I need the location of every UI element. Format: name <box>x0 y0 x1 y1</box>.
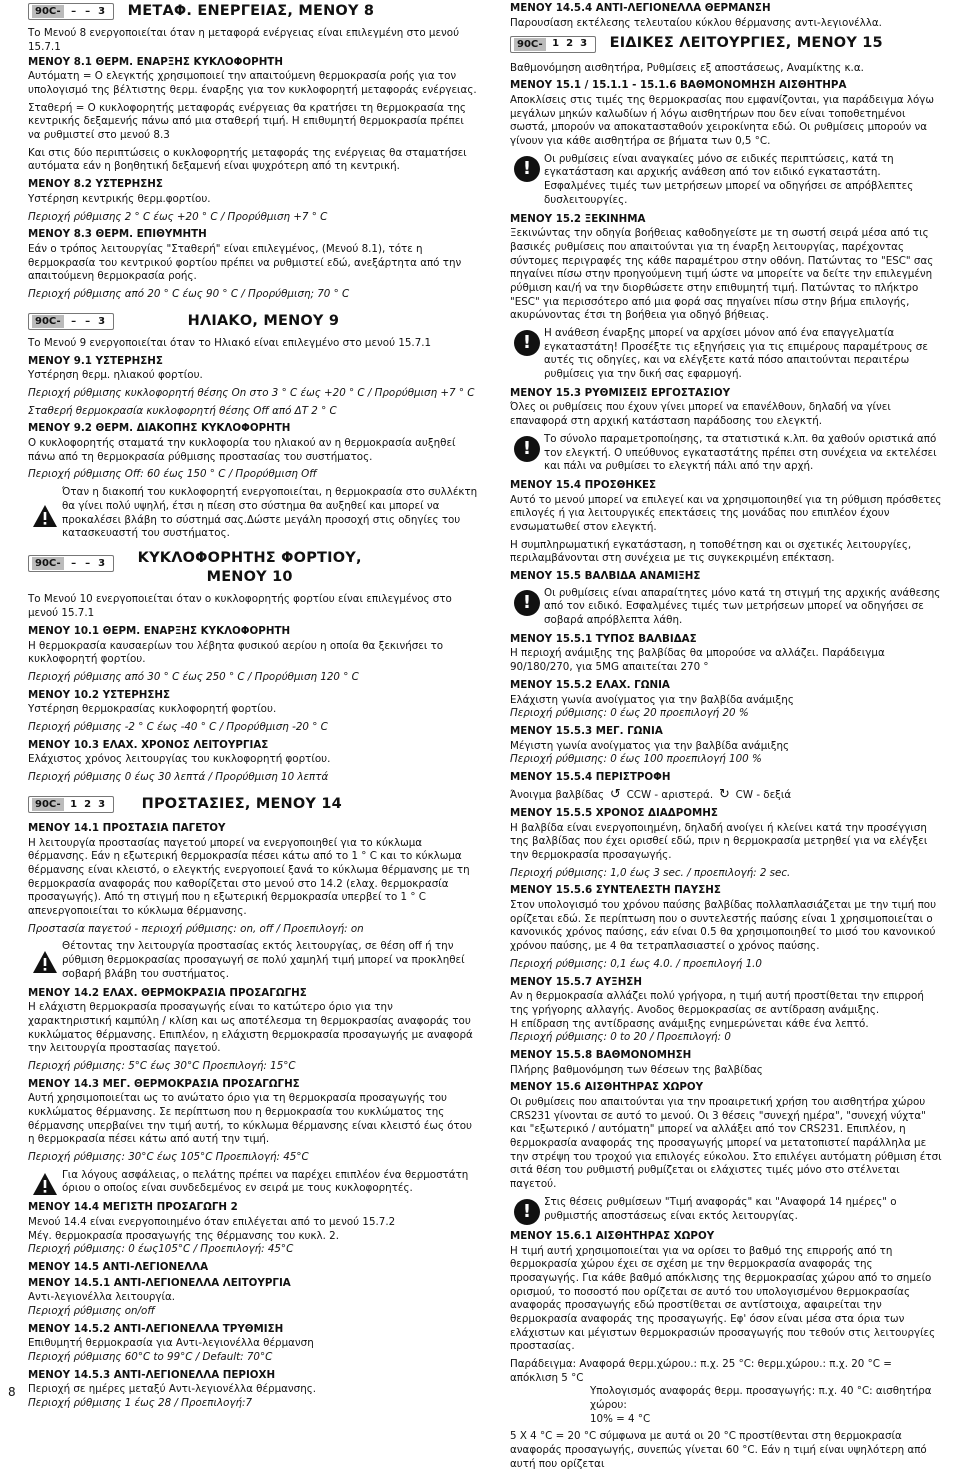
setting-range: Περιοχή ρύθμισης από 20 ° C έως 90 ° C / Προρύθμιση; 70 ° C <box>28 287 350 300</box>
paragraph: Αυτό το μενού μπορεί να επιλεγεί και να χρησιμοποιηθεί για τη ρύθμιση πρόσθετες επιλογές ή για λειτουργικές επεκτάσεις της μονάδας που επιπλέον έχουν ενσωματωθεί στον ελεγκτή. <box>510 493 942 533</box>
heading: ΜΕΝΟΥ 14.5 ΑΝΤΙ-ΛΕΓΙΟΝΕΛΛΑ <box>28 1260 209 1273</box>
setting-range: Περιοχή ρύθμισης Off: 60 έως 150 ° C / Προρύθμιση Off <box>28 468 317 481</box>
heading: ΜΕΝΟΥ 15.3 ΡΥΘΜΙΣΕΙΣ ΕΡΓΟΣΤΑΣΙΟΥ <box>510 386 731 399</box>
warning-note: ! Οι ρυθμίσεις είναι απαραίτητες μόνο κατά τη στιγμή της αρχικής ανάθεσης από τον ειδικό. Εσφαλμένες τιμές των μετρήσεων μπορεί να οδηγήσει σε σοβαρά απρόβλεπτα λάθη. <box>510 587 942 628</box>
setting-range: Περιοχή ρύθμισης 2 ° C έως +20 ° C / Προρύθμιση +7 ° C <box>28 210 328 223</box>
paragraph: Περιοχή σε ημέρες μεταξύ Αντι-λεγιονέλλα θέρμανσης. <box>28 1383 317 1396</box>
heading: ΜΕΝΟΥ 8.2 ΥΣΤΕΡΗΣΗΣ <box>28 178 163 191</box>
paragraph: Το Μενού 9 ενεργοποιείται όταν το Ηλιακό είναι επιλεγμένο στο μενού 15.7.1 <box>28 336 432 349</box>
heading: ΜΕΝΟΥ 15.2 ΞΕΚΙΝΗΜΑ <box>510 212 646 225</box>
paragraph: Αποκλίσεις στις τιμές της θερμοκρασίας που εμφανίζονται, για παράδειγμα λόγω μεγάλων μηκών καλωδίων ή λόγω αισθητήρων που δεν είναι τοποθετημένοι σωστά, μπορούν να αποκατασταθούν χειροκίνητα εδώ. Οι ρυθμίσεις μπορούν να γίνουν για κάθε αισθητήρα σε βήματα των 0,5 °C. <box>510 94 934 148</box>
paragraph: Η θερμοκρασία καυσαερίων του λέβητα φυσικού αερίου η οποία θα ξεκινήσει το κυκλοφορητή φορτίου. <box>28 639 444 666</box>
paragraph: Πλήρης βαθμονόμηση των θέσεων της βαλβίδας <box>510 1063 763 1076</box>
heading: ΜΕΝΟΥ 10.3 ΕΛΑΧ. ΧΡΟΝΟΣ ΛΕΙΤΟΥΡΓΙΑΣ <box>28 738 269 751</box>
exclamation-icon: ! <box>514 156 540 182</box>
paragraph: Το Μενού 10 ενεργοποιείται όταν ο κυκλοφορητής φορτίου είναι επιλεγμένος στο μενού 15.7.1 <box>28 593 452 620</box>
right-column <box>510 2 942 1476</box>
heading: ΜΕΝΟΥ 15.4 ΠΡΟΣΘΗΚΕΣ <box>510 478 657 491</box>
heading: ΜΕΝΟΥ 8.3 ΘΕΡΜ. ΕΠΙΘΥΜΗΤΗ <box>28 228 207 241</box>
warning-note: ! Στις θέσεις ρυθμίσεων "Τιμή αναφοράς" και "Αναφορά 14 ημέρες" ο ρυθμιστής αποστάσεως είναι εκτός λειτουργίας. <box>510 1196 942 1225</box>
paragraph: Μέγιστη γωνία ανοίγματος για την βαλβίδα ανάμιξης <box>510 739 790 752</box>
paragraph: Οι ρυθμίσεις που απαιτούνται για την προαιρετική χρήση του αισθητήρα χώρου CRS231 γίνονται σε αυτό το μενού. Οι 3 θέσεις "συνεχή ημέρα", "συνεχή νύχτα" και "εξωτερικό / αυτόματη" μπορεί να αλλάξει από τον CRS231. Επιπλέον, η θερμοκρασία αναφοράς της προσαγωγής μπορεί να μετατοπιστεί παράλληλα με την στρέψη του τροχού για επιλογές εύκολου. Στο επιλέγει αυτόματη ρύθμιση έτσι σιτά θέση του ρυθμιστή ρυθμίζεται οι ελάχιστες τιμές μόνο στο στέλνεται παγετού. <box>510 1096 942 1191</box>
example-line: 10% = 4 °C <box>590 1412 651 1425</box>
heading: ΜΕΝΟΥ 15.1 / 15.1.1 - 15.1.6 ΒΑΘΜΟΝΟΜΗΣΗ ΑΙΣΘΗΤΗΡΑ <box>510 79 847 92</box>
warning-note: ! Η ανάθεση έναρξης μπορεί να αρχίσει μόνον από ένα επαγγελματία εγκαταστάτη! Προσέξτε τις εξηγήσεις για τις επιμέρους παραμέτρους σε αυτές τις οδηγίες, και να ελέγξετε κατά πόσο απαιτούνται περαιτέρω ρυθμίσεις για την δική σας εφαρμογή. <box>510 327 942 382</box>
setting-range: Περιοχή ρύθμισης 0 έως 30 λεπτά / Προρύθμιση 10 λεπτά <box>28 771 329 783</box>
paragraph: Μέγ. θερμοκρασία προσαγωγής της θέρμανσης του κυκλ. 2. <box>28 1229 339 1242</box>
setting-range: Περιοχή ρύθμισης 1 έως 28 / Προεπιλογή:7 <box>28 1397 253 1410</box>
heading: ΜΕΝΟΥ 15.5.3 ΜΕΓ. ΓΩΝΙΑ <box>510 724 663 737</box>
heading: ΜΕΝΟΥ 10.1 ΘΕΡΜ. ΕΝΑΡΞΗΣ ΚΥΚΛΟΦΟΡΗΤΗ <box>28 624 291 637</box>
paragraph: 5 X 4 °C = 20 °C σύμφωνα με αυτά οι 20 °C προστίθενται στη θερμοκρασία αναφοράς προσαγωγής, συνεπώς γίνεται 60 °C. Εάν η τιμή είναι υψηλότερη από αυτή που ορίζεται <box>510 1430 927 1470</box>
paragraph: Όλες οι ρυθμίσεις που έχουν γίνει μπορεί να επανέλθουν, δηλαδή να γίνει επαναφορά στη αρχική κατάσταση παράδοσης του ελεγκτή. <box>510 401 891 428</box>
paragraph: Η συμπληρωματική εγκατάσταση, η τοποθέτηση και οι σχετικές λειτουργίες, περιλαμβάνονται στη συνέχεια με τις συγκεκριμένη επέκταση. <box>510 538 912 565</box>
exclamation-icon: ! <box>514 1199 540 1225</box>
setting-range: Περιοχή ρύθμισης -2 ° C έως -40 ° C / Προρύθμιση -20 ° C <box>28 720 328 733</box>
warning-note: ! Οι ρυθμίσεις είναι αναγκαίες μόνο σε ειδικές περιπτώσεις, κατά τη εγκατάσταση και αρχικής ανάθεση από τον ειδικό εγκαταστάτη. Εσφαλμένες τιμές των μετρήσεων μπορεί να οδηγήσει σε απρόβλεπτες δυσλειτουργίες. <box>510 153 942 208</box>
menu-badge: 90C- – – 3 <box>28 555 114 572</box>
section-title: ΕΙΔΙΚΕΣ ΛΕΙΤΟΥΡΓΙΕΣ, ΜΕΝΟΥ 15 <box>609 35 883 52</box>
paragraph: Υστέρηση κεντρικής θερμ.φορτίου. <box>28 192 211 205</box>
heading: ΜΕΝΟΥ 14.5.1 ΑΝΤΙ-ΛΕΓΙΟΝΕΛΛΑ ΛΕΙΤΟΥΡΓΙΑ <box>28 1276 291 1289</box>
heading: ΜΕΝΟΥ 15.5 ΒΑΛΒΙΔΑ ΑΝΑΜΙΞΗΣ <box>510 570 701 583</box>
warning-triangle-icon <box>28 940 62 974</box>
heading: ΜΕΝΟΥ 15.6.1 ΑΙΣΘΗΤΗΡΑΣ ΧΩΡΟΥ <box>510 1229 715 1242</box>
heading: ΜΕΝΟΥ 15.5.1 ΤΥΠΟΣ ΒΑΛΒΙΔΑΣ <box>510 632 697 645</box>
paragraph: Βαθμονόμηση αισθητήρα, Ρυθμίσεις εξ αποστάσεως, Αναμίκτης κ.α. <box>510 61 864 74</box>
example-line: Παράδειγμα: Αναφορά θερμ.χώρου.: π.χ. 25 °C: θερμ.χώρου.: π.χ. 20 °C = απόκλιση 5 °C <box>510 1358 892 1384</box>
warning-triangle-icon <box>28 486 62 528</box>
menu-badge: 90C- 1 2 3 <box>510 36 596 53</box>
paragraph: Η ελάχιστη θερμοκρασία προσαγωγής είναι το κατώτερο όριο για την χαρακτηριστική καμπύλη / κλίση και ως αποτέλεσμα τη θερμοκρασίας αναφοράς του κυκλώματος θέρμανσης. Επιπλέον, η ελάχιστη θερμοκρασία προσαγωγής με αναφορά την λειτουργία προστασίας παγετού. <box>28 1001 473 1055</box>
paragraph: Η περιοχή ανάμιξης της βαλβίδας θα μπορούσε να αλλάζει. Παράδειγμα 90/180/270, για 5MG απαιτείται 270 ° <box>510 647 885 674</box>
heading: ΜΕΝΟΥ 14.4 ΜΕΓΙΣΤΗ ΠΡΟΣΑΓΩΓΗ 2 <box>28 1201 238 1214</box>
menu-14-header <box>28 795 478 814</box>
setting-range: Περιοχή ρύθμισης: 30°C έως 105°C Προεπιλογή: 45°C <box>28 1151 309 1164</box>
paragraph: Παρουσίαση εκτέλεσης τελευταίου κύκλου θέρμανσης αντι-λεγιονέλλα. <box>510 16 882 29</box>
setting-range: Περιοχή ρύθμισης: 0 to 20 / Προεπιλογή: 0 <box>510 1031 731 1044</box>
warning-note: Όταν η διακοπή του κυκλοφορητή ενεργοποιείται, η θερμοκρασία στο συλλέκτη θα γίνει πολύ υψηλή, έτσι η πίεση στο σύστημα θα αυξηθεί και μπορεί να προκαλέσει βλάβη το σύστημά σας.Δώστε μεγάλη προσοχή στις οδηγίες του κατασκευαστή του συστήματος. <box>28 486 478 541</box>
heading: ΜΕΝΟΥ 15.5.8 ΒΑΘΜΟΝΟΜΗΣΗ <box>510 1048 692 1061</box>
paragraph: Και στις δύο περιπτώσεις ο κυκλοφορητής μεταφοράς της ενέργειας θα σταματήσει αυτόματα εάν η βοηθητική δεξαμενή είναι ψυχρότερη από τη κεντρική. <box>28 146 467 173</box>
section-title: ΚΥΚΛΟΦΟΡΗΤΗΣ ΦΟΡΤΙΟΥ, ΜΕΝΟΥ 10 <box>137 549 362 586</box>
paragraph: Το Μενού 8 ενεργοποιείται όταν η μεταφορά ενέργειας είναι επιλεγμένη στο μενού 15.7.1 <box>28 27 460 53</box>
left-column <box>28 2 478 1415</box>
setting-range: Προστασία παγετού - περιοχή ρύθμισης: on, off / Προεπιλογή: on <box>28 922 364 935</box>
heading: ΜΕΝΟΥ 15.5.2 ΕΛΑΧ. ΓΩΝΙΑ <box>510 678 670 691</box>
heading: ΜΕΝΟΥ 15.5.4 ΠΕΡΙΣΤΡΟΦΗ <box>510 770 671 783</box>
paragraph: Ελάχιστη γωνία ανοίγματος για την βαλβίδα ανάμιξης <box>510 693 794 706</box>
heading: ΜΕΝΟΥ 14.1 ΠΡΟΣΤΑΣΙΑ ΠΑΓΕΤΟΥ <box>28 821 226 834</box>
menu-badge: 90C- – – 3 <box>28 313 114 330</box>
paragraph: Αν η θερμοκρασία αλλάζει πολύ γρήγορα, η τιμή αυτή προστίθεται την επιρροή της γρήγορης αλλαγής. Ανοδος θερμοκρασίας σε αντίδραση ανάμιξης. <box>510 990 924 1016</box>
setting-range: Περιοχή ρύθμισης on/off <box>28 1304 155 1317</box>
heading: ΜΕΝΟΥ 8.1 ΘΕΡΜ. ΕΝΑΡΞΗΣ ΚΥΚΛΟΦΟΡΗΤΗ <box>28 55 283 68</box>
paragraph: Ξεκινώντας την οδηγία βοήθειας καθοδηγείστε με τη σωστή σειρά μέσα από τις βασικές ρυθμίσεις που απαιτούνται για τη έναρξη λειτουργίας, παρέχοντας σύντομες περιγραφές της κάθε παραμέτρου στην οθόνη. Πατώντας το "ESC" σας πηγαίνει πίσω στην προηγούμενη τιμή ώστε να μπορείτε να δείτε την επιλεγμένη ρύθμιση και/ή να την διορθώσετε στην επιθυμητή τιμή. Πατώντας το πλήκτρο "ESC" για περισσότερο από μια φορά σας πηγαίνει πίσω στην βήμα επιλογής, ακυρώνοντας έτσι τη βοήθεια για οδηγό βήθειας. <box>510 227 934 322</box>
setting-range: Περιοχή ρύθμισης: 0 έως 20 προεπιλογή 20 % <box>510 707 749 720</box>
heading: ΜΕΝΟΥ 15.6 ΑΙΣΘΗΤΗΡΑΣ ΧΩΡΟΥ <box>510 1081 704 1094</box>
heading: ΜΕΝΟΥ 10.2 ΥΣΤΕΡΗΣΗΣ <box>28 688 171 701</box>
heading: ΜΕΝΟΥ 15.5.5 ΧΡΟΝΟΣ ΔΙΑΔΡΟΜΗΣ <box>510 806 718 819</box>
heading: ΜΕΝΟΥ 9.1 ΥΣΤΕΡΗΣΗΣ <box>28 354 163 367</box>
paragraph: Αυτή χρησιμοποιείται ως το ανώτατο όριο για τη θερμοκρασία προσαγωγής του κυκλώματος θέρμανσης. Σε περίπτωση που η θερμοκρασία του κυκλώματος της θέρμανσης υπερβαίνει την τιμή αυτή, το κύκλωμα θέρμανσης είναι κλειστό έως ότου η θερμοκρασία πέσει κάτω από αυτή την τιμή. <box>28 1092 473 1146</box>
exclamation-icon: ! <box>514 590 540 616</box>
paragraph: Μενού 14.4 είναι ενεργοποιημένο όταν επιλέγεται από το μενού 15.7.2 <box>28 1215 396 1228</box>
paragraph: Η επίδραση της αντίδρασης ανάμιξης ενημερώνεται κάθε ένα λεπτό. <box>510 1017 869 1030</box>
paragraph: Υστέρηση θερμοκρασίας κυκλοφορητή φορτίου. <box>28 703 277 716</box>
warning-note: ! Το σύνολο παραμετροποίησης, τα στατιστικά κ.λπ. θα χαθούν οριστικά από τον ελεγκτή. Ο υπεύθυνος εγκαταστάτης πρέπει στη συνέχεια να εκτελέσει και πάλι να ρυθμίσει το ελεγκτή πάλι από την αρχή. <box>510 433 942 474</box>
setting-range: Σταθερή θερμοκρασία κυκλοφορητή θέσης Off από ΔT 2 ° C <box>28 404 337 417</box>
paragraph: Η τιμή αυτή χρησιμοποιείται για να ορίσει το βαθμό της επιρροής από τη θερμοκρασία χώρου έχει σε σχέση με την θερμοκρασία αναφοράς της προσαγωγής. Για κάθε βαθμό απόκλισης της θερμοκρασίας χώρου από το σημείο ορισμού, το ποσοστό που ορίζεται σε αυτό του υπολογισμένου θερμοκρασίας αναφοράς προσαγωγής εδώ προστίθεται σε αντίστοιχα, αφαιρείται την θερμοκρασία αναφοράς της προσαγωγής. Εφ' όσον είναι μέσα στα όρια των ελάχιστων και μέγιστων θερμοκρασιών προσαγωγής που τεθούν στις λειτουργίες προστασίας. <box>510 1244 936 1353</box>
setting-range: Περιοχή ρύθμισης: 0 έως 100 προεπιλογή 100 % <box>510 753 762 766</box>
warning-triangle-icon <box>28 1169 62 1196</box>
paragraph: Ο κυκλοφορητής σταματά την κυκλοφορία του ηλιακού αν η θερμοκρασία αυξηθεί πάνω από τη θερμοκρασία ρύθμισης προστασίας του συστήματος. <box>28 437 456 463</box>
setting-range: Περιοχή ρύθμισης 60°C to 99°C / Default: 70°C <box>28 1351 273 1364</box>
setting-range: Περιοχή ρύθμισης κυκλοφορητή θέσης On στο 3 ° C έως +20 ° C / Προρύθμιση +7 ° C <box>28 387 475 399</box>
setting-range: Περιοχή ρύθμισης: 0,1 έως 4.0. / προεπιλογή 1.0 <box>510 957 762 970</box>
paragraph: Η βαλβίδα είναι ενεργοποιημένη, δηλαδή ανοίγει ή κλείνει κατά την προσέγγιση της βαλβίδας που έχει ορισθεί εδώ, πριν η θερμοκρασία μετρηθεί για να ελέγξει την θερμοκρασία προσαγωγής. <box>510 821 928 861</box>
paragraph: Η λειτουργία προστασίας παγετού μπορεί να ενεργοποιηθεί για το κύκλωμα θέρμανσης. Εάν η εξωτερική θερμοκρασία πέσει κάτω από το 1 ° C και το κύκλωμα θέρμανσης είναι κλειστό, ο ελεγκτής ενεργοποιεί ξανά το κύκλωμα θέρμανσης με τη θερμοκρασία αναφοράς που καθορίζεται στο μενού στο 14.2 (ελαχ. θερμοκρασία προσαγωγής). Από τη στιγμή που η εξωτερική θερμοκρασία υπερβεί το 1 ° C απενεργοποιείται το κύκλωμα θέρμανσης. <box>28 836 470 918</box>
heading: ΜΕΝΟΥ 15.5.7 ΑΥΞΗΣΗ <box>510 975 642 988</box>
exclamation-icon: ! <box>514 436 540 462</box>
paragraph: Αντι-λεγιονέλλα λειτουργία. <box>28 1291 176 1304</box>
paragraph: Επιθυμητή θερμοκρασία για Αντι-λεγιονέλλα θέρμανση <box>28 1337 314 1350</box>
menu-9-header <box>28 312 478 331</box>
heading: ΜΕΝΟΥ 14.3 ΜΕΓ. ΘΕΡΜΟΚΡΑΣΙΑ ΠΡΟΣΑΓΩΓΗΣ <box>28 1077 300 1090</box>
setting-range: Περιοχή ρύθμισης από 30 ° C έως 250 ° C / Προρύθμιση 120 ° C <box>28 670 359 683</box>
paragraph: Στον υπολογισμό του χρόνου παύσης βαλβίδας πολλαπλασιάζεται με την τιμή που ορίζεται εδώ. Σε περίπτωση που ο συντελεστής παύσης είναι 1 χρησιμοποιείται ο κανονικός χρόνος παύσης, εάν είναι 0.5 θα χρησιμοποιηθεί το μισό του κανονικού χρόνου παύσης, με 4 θα τετραπλασιαστεί ο χρόνος παύσης. <box>510 899 937 953</box>
section-title: ΗΛΙΑΚΟ, ΜΕΝΟΥ 9 <box>187 312 340 329</box>
paragraph: Ελάχιστος χρόνος λειτουργίας του κυκλοφορητή φορτίου. <box>28 753 331 766</box>
warning-note: Θέτοντας την λειτουργία προστασίας εκτός λειτουργίας, σε θέση off ή την ρύθμιση θερμοκρασίας προσαγωγή σε πολύ χαμηλή τιμή μπορεί να προκληθεί σοβαρή βλάβη του συστήματος. <box>28 940 478 981</box>
paragraph: Σταθερή = Ο κυκλοφορητής μεταφοράς ενέργειας θα κρατήσει τη θερμοκρασία της κεντρικής δεξαμενής πάνω από μια σταθερή τιμή. Η επιθυμητή θερμοκρασία πρέπει να ρυθμιστεί στο μενού 8.3 <box>28 101 466 142</box>
heading: ΜΕΝΟΥ 14.5.4 ΑΝΤΙ-ΛΕΓΙΟΝΕΛΛΑ ΘΕΡΜΑΝΣΗ <box>510 2 771 14</box>
setting-range: Περιοχή ρύθμισης: 0 έως105°C / Προεπιλογή: 45°C <box>28 1243 294 1256</box>
paragraph: Αυτόματη = Ο ελεγκτής χρησιμοποιεί την απαιτούμενη θερμοκρασία ροής για τον υπολογισμό της βέλτιστης θερμ. έναρξης για τον κυκλοφορητή μεταφοράς ενέργειας. <box>28 70 477 97</box>
heading: ΜΕΝΟΥ 14.5.3 ΑΝΤΙ-ΛΕΓΙΟΝΕΛΛΑ ΠΕΡΙΟΧΗ <box>28 1368 276 1381</box>
section-title: ΠΡΟΣΤΑΣΙΕΣ, ΜΕΝΟΥ 14 <box>141 795 342 812</box>
heading: ΜΕΝΟΥ 15.5.6 ΣΥΝΤΕΛΕΣΤΗ ΠΑΥΣΗΣ <box>510 884 721 897</box>
page-number: 8 <box>8 1385 16 1399</box>
warning-note: Για λόγους ασφάλειας, ο πελάτης πρέπει να παρέχει επιπλέον ένα θερμοστάτη όριου ο οποίος είναι συνδεδεμένος εν σειρά με τους κυκλοφορητές. <box>28 1169 478 1196</box>
heading: ΜΕΝΟΥ 14.2 ΕΛΑΧ. ΘΕΡΜΟΚΡΑΣΙΑ ΠΡΟΣΑΓΩΓΗΣ <box>28 986 307 999</box>
section-title: ΜΕΤΑΦ. ΕΝΕΡΓΕΙΑΣ, ΜΕΝΟΥ 8 <box>127 3 375 19</box>
paragraph: Υστέρηση θερμ. ηλιακού φορτίου. <box>28 369 203 382</box>
menu-10-header <box>28 549 478 588</box>
menu-15-header <box>510 34 942 53</box>
setting-range: Περιοχή ρύθμισης: 1,0 έως 3 sec. / προεπιλογή: 2 sec. <box>510 866 791 879</box>
example-line: Υπολογισμός αναφοράς θερμ. προσαγωγής: π.χ. 40 °C: αισθητήρα χώρου: <box>590 1385 932 1412</box>
rotate-ccw-icon: ↺ <box>609 786 621 802</box>
setting-range: Περιοχή ρύθμισης: 5°C έως 30°C Προεπιλογή: 15°C <box>28 1059 296 1072</box>
exclamation-icon: ! <box>514 330 540 356</box>
rotate-cw-icon: ↻ <box>718 786 730 802</box>
menu-8-header <box>28 2 478 21</box>
menu-badge: 90C- 1 2 3 <box>28 796 114 813</box>
paragraph: Άνοιγμα βαλβίδας ↺ CCW - αριστερά. ↻ CW - δεξιά <box>510 786 792 802</box>
menu-badge: 90C- – – 3 <box>28 3 114 20</box>
heading: ΜΕΝΟΥ 9.2 ΘΕΡΜ. ΔΙΑΚΟΠΗΣ ΚΥΚΛΟΦΟΡΗΤΗ <box>28 422 291 435</box>
heading: ΜΕΝΟΥ 14.5.2 ΑΝΤΙ-ΛΕΓΙΟΝΕΛΛΑ ΤΡΥΘΜΙΣΗ <box>28 1322 284 1335</box>
paragraph: Εάν ο τρόπος λειτουργίας "Σταθερή" είναι επιλεγμένος, (Μενού 8.1), τότε η θερμοκρασία του κεντρικού φορτίου πρέπει να ρυθμιστεί εδώ, ανεξάρτητα από την απαιτούμενη θερμοκρασία ροής. <box>28 242 462 283</box>
